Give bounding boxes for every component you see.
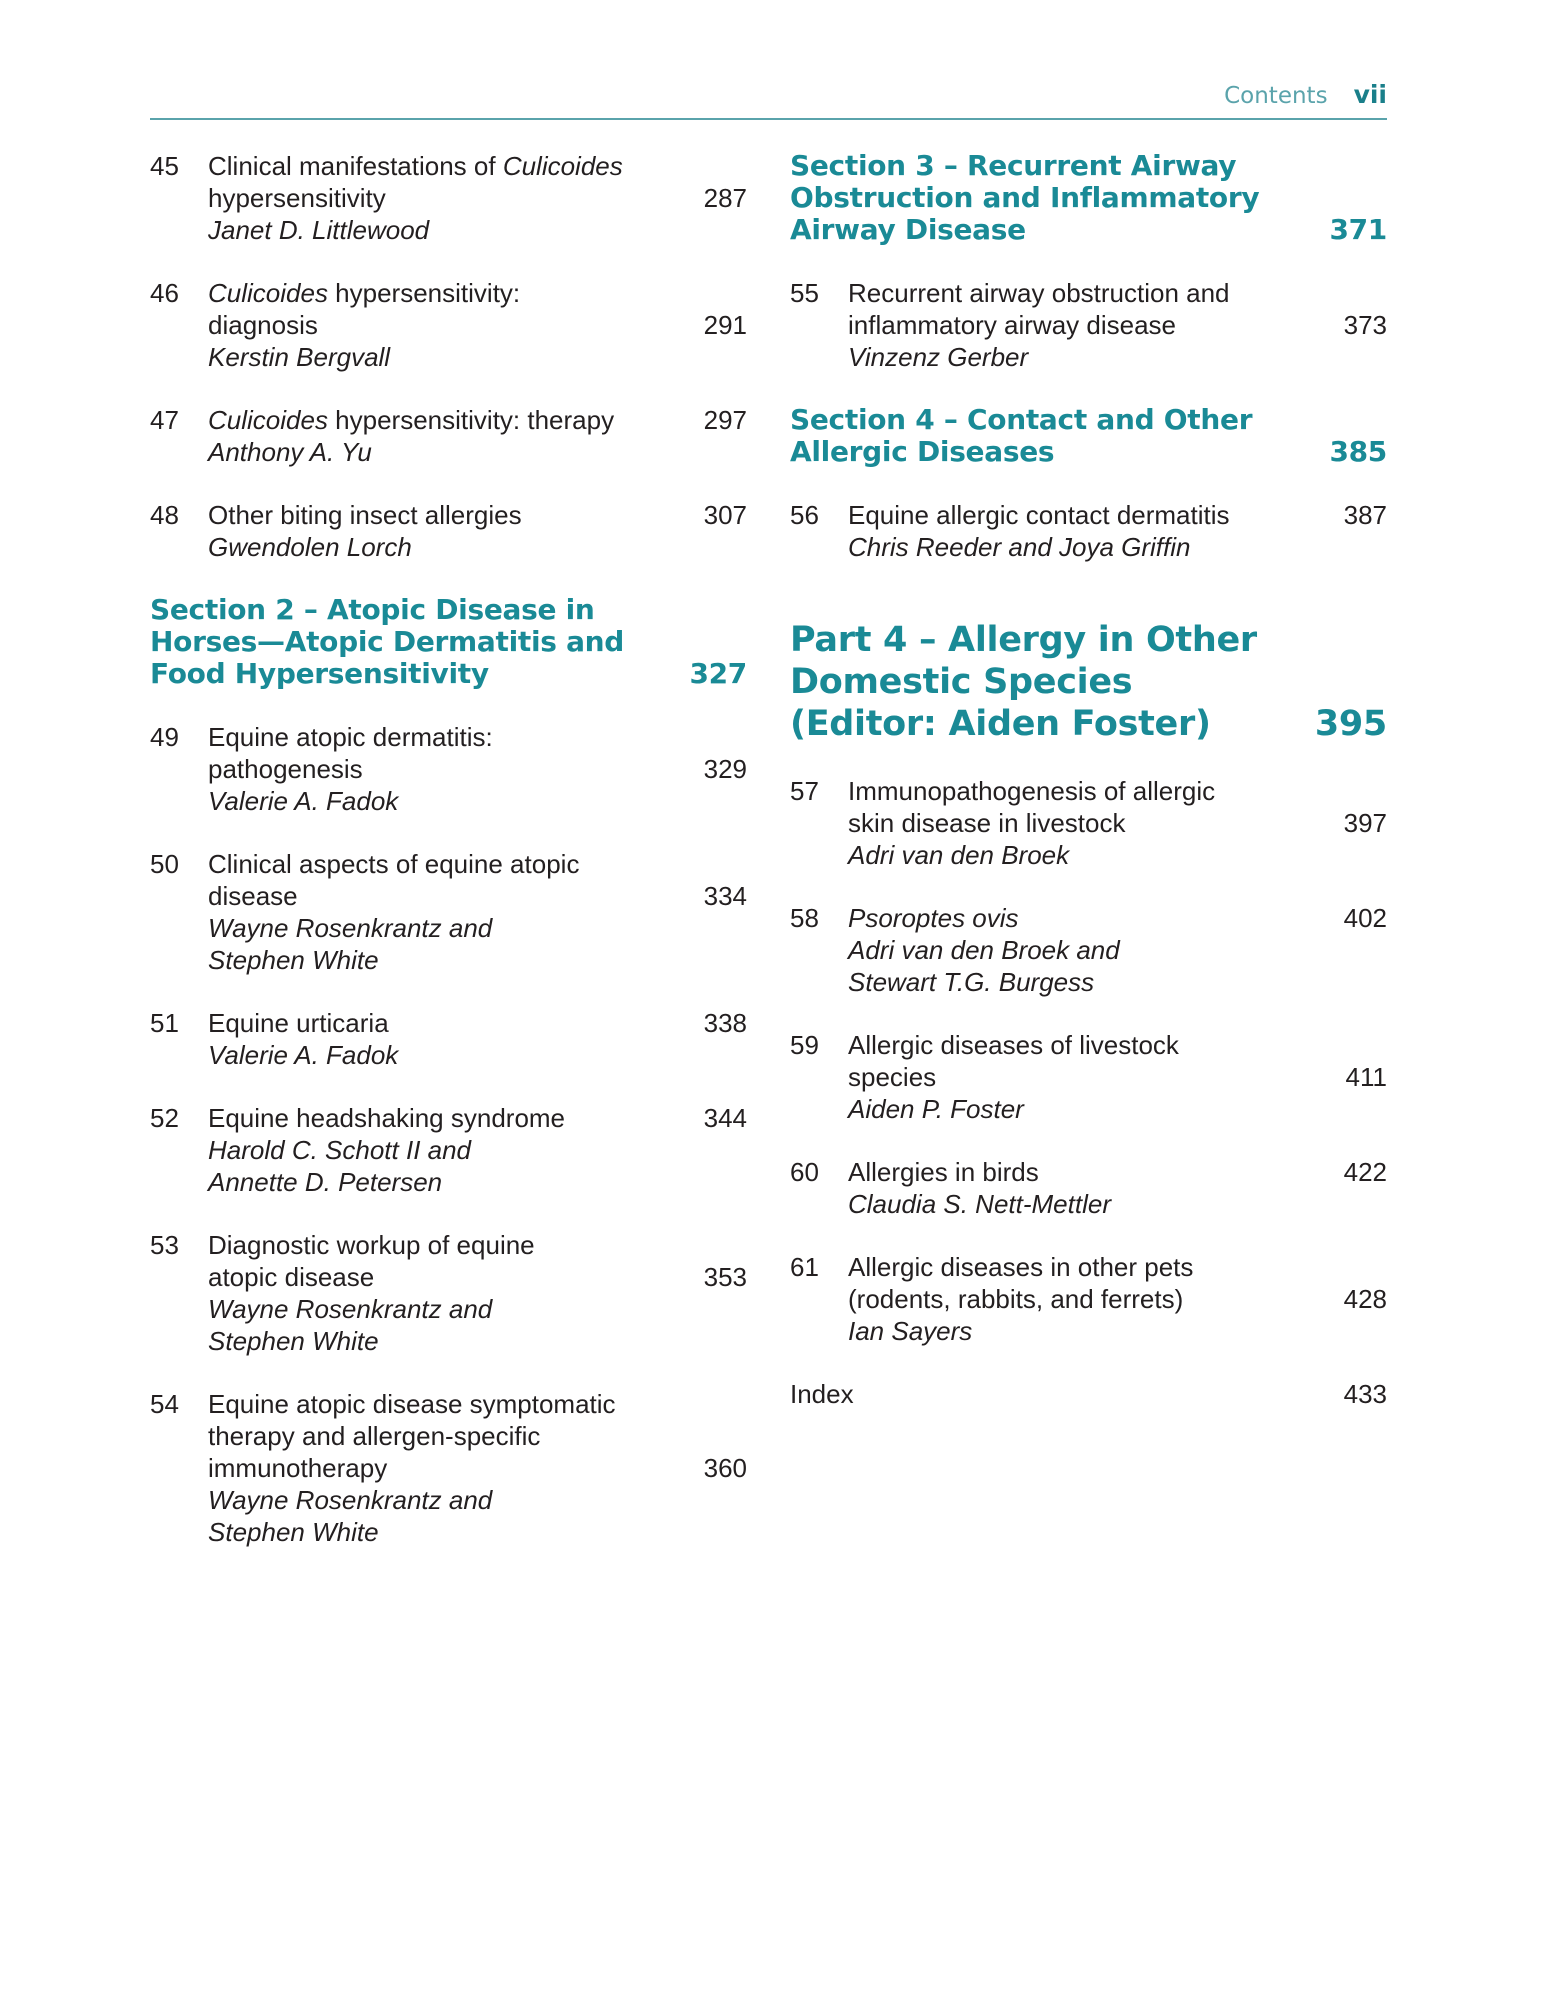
chapter-author-line2: Stephen White — [208, 1517, 379, 1547]
entry-body — [208, 1007, 677, 1071]
toc-entry-55[interactable] — [790, 277, 1387, 373]
section-page-number: 385 — [1329, 435, 1387, 468]
chapter-number: 58 — [790, 903, 819, 933]
section-title-line1: Section 3 – Recurrent Airway — [790, 149, 1237, 182]
section-title-line2: Obstruction and Inflammatory — [790, 181, 1260, 214]
chapter-title: Clinical manifestations of Culicoides — [208, 151, 623, 181]
part-title-line3: (Editor: Aiden Foster) — [790, 704, 1211, 744]
entry-body — [208, 1388, 677, 1548]
toc-entry-47[interactable] — [150, 404, 747, 468]
section-page-number: 327 — [689, 657, 747, 690]
chapter-number: 50 — [150, 849, 179, 879]
chapter-author-line2: Stewart T.G. Burgess — [848, 967, 1095, 997]
page-number: 297 — [703, 405, 747, 435]
chapter-author: Kerstin Bergvall — [208, 342, 391, 372]
toc-entry-49[interactable] — [150, 721, 747, 817]
chapter-title-line2: inflammatory airway disease — [848, 310, 1177, 340]
section-title-line2: Allergic Diseases — [790, 435, 1055, 468]
section-2-heading[interactable] — [150, 594, 747, 690]
chapter-title: Equine headshaking syndrome — [208, 1103, 566, 1133]
chapter-title-line2: disease — [208, 881, 298, 911]
toc-entry-51[interactable] — [150, 1007, 747, 1071]
chapter-title: Allergic diseases in other pets — [848, 1252, 1194, 1282]
header-page-number: vii — [1353, 80, 1387, 109]
toc-entry-56[interactable] — [790, 499, 1387, 563]
chapter-title: Allergies in birds — [848, 1157, 1039, 1187]
entry-body — [848, 1029, 1317, 1125]
toc-entry-53[interactable] — [150, 1229, 747, 1357]
chapter-number: 55 — [790, 278, 819, 308]
toc-left-column — [150, 150, 747, 1579]
chapter-author: Ian Sayers — [848, 1316, 973, 1346]
header-right — [1224, 80, 1387, 109]
chapter-author: Wayne Rosenkrantz and — [208, 1485, 493, 1515]
toc-entry-46[interactable] — [150, 277, 747, 373]
chapter-author-line2: Stephen White — [208, 945, 379, 975]
chapter-title: Other biting insect allergies — [208, 500, 522, 530]
chapter-title-line2: skin disease in livestock — [848, 808, 1126, 838]
chapter-title-line2: pathogenesis — [208, 754, 363, 784]
index-label: Index — [790, 1379, 854, 1409]
chapter-number: 54 — [150, 1389, 179, 1419]
chapter-author: Aiden P. Foster — [848, 1094, 1024, 1124]
chapter-number: 48 — [150, 500, 179, 530]
chapter-author: Gwendolen Lorch — [208, 532, 412, 562]
page-number: 338 — [703, 1008, 747, 1038]
toc-entry-61[interactable] — [790, 1251, 1387, 1347]
entry-body — [208, 150, 677, 246]
chapter-number: 56 — [790, 500, 819, 530]
toc-entry-60[interactable] — [790, 1156, 1387, 1220]
page-number: 291 — [703, 310, 747, 340]
section-3-heading[interactable] — [790, 150, 1387, 246]
chapter-title: Allergic diseases of livestock — [848, 1030, 1179, 1060]
section-title-line1: Section 4 – Contact and Other — [790, 403, 1253, 436]
toc-right-column — [790, 150, 1387, 1410]
page-number: 334 — [703, 881, 747, 911]
page-number: 329 — [703, 754, 747, 784]
chapter-author: Adri van den Broek — [848, 840, 1070, 870]
chapter-title: Equine atopic disease symptomatic — [208, 1389, 616, 1419]
chapter-author-line2: Annette D. Petersen — [208, 1167, 443, 1197]
chapter-title: Culicoides hypersensitivity: therapy — [208, 405, 615, 435]
chapter-author: Harold C. Schott II and — [208, 1135, 472, 1165]
section-title-line1: Section 2 – Atopic Disease in — [150, 593, 595, 626]
chapter-title: Clinical aspects of equine atopic — [208, 849, 580, 879]
chapter-number: 49 — [150, 722, 179, 752]
chapter-title-line2: diagnosis — [208, 310, 318, 340]
toc-entry-54[interactable] — [150, 1388, 747, 1548]
section-title-line2: Horses—Atopic Dermatitis and — [150, 625, 625, 658]
chapter-title: Culicoides hypersensitivity: — [208, 278, 521, 308]
toc-entry-50[interactable] — [150, 848, 747, 976]
entry-body — [848, 1251, 1317, 1347]
entry-body — [848, 499, 1317, 563]
chapter-title-line2: (rodents, rabbits, and ferrets) — [848, 1284, 1184, 1314]
chapter-title: Equine atopic dermatitis: — [208, 722, 493, 752]
section-title-line3: Airway Disease — [790, 213, 1026, 246]
page-number: 287 — [703, 183, 747, 213]
chapter-number: 52 — [150, 1103, 179, 1133]
chapter-title: Equine urticaria — [208, 1008, 389, 1038]
page-number: 360 — [703, 1453, 747, 1483]
entry-body — [208, 721, 677, 817]
chapter-number: 61 — [790, 1252, 819, 1282]
chapter-title: Recurrent airway obstruction and — [848, 278, 1230, 308]
page-number: 422 — [1343, 1157, 1387, 1187]
section-4-heading[interactable] — [790, 404, 1387, 468]
page-number: 433 — [1343, 1379, 1387, 1409]
toc-entry-59[interactable] — [790, 1029, 1387, 1125]
chapter-author: Claudia S. Nett-Mettler — [848, 1189, 1111, 1219]
running-header — [150, 76, 1387, 120]
chapter-author: Janet D. Littlewood — [208, 215, 430, 245]
toc-entry-57[interactable] — [790, 775, 1387, 871]
part-4-heading[interactable] — [790, 619, 1387, 745]
chapter-number: 47 — [150, 405, 179, 435]
page-number: 411 — [1345, 1062, 1387, 1092]
entry-body — [848, 1156, 1317, 1220]
chapter-title: Equine allergic contact dermatitis — [848, 500, 1230, 530]
chapter-author: Wayne Rosenkrantz and — [208, 1294, 493, 1324]
chapter-author: Adri van den Broek and — [848, 935, 1120, 965]
chapter-title-line2: species — [848, 1062, 937, 1092]
chapter-author: Valerie A. Fadok — [208, 1040, 399, 1070]
section-page-number: 371 — [1329, 213, 1387, 246]
chapter-number: 57 — [790, 776, 819, 806]
entry-body — [848, 775, 1317, 871]
section-title-line3: Food Hypersensitivity — [150, 657, 489, 690]
chapter-title-line2: atopic disease — [208, 1262, 375, 1292]
chapter-author: Vinzenz Gerber — [848, 342, 1029, 372]
chapter-title: Diagnostic workup of equine — [208, 1230, 535, 1260]
part-title-line2: Domestic Species — [790, 662, 1133, 702]
chapter-number: 46 — [150, 278, 179, 308]
chapter-title: Immunopathogenesis of allergic — [848, 776, 1216, 806]
entry-body — [848, 277, 1317, 373]
toc-entry-52[interactable] — [150, 1102, 747, 1198]
toc-entry-48[interactable] — [150, 499, 747, 563]
page-number: 373 — [1343, 310, 1387, 340]
chapter-title-line2: hypersensitivity — [208, 183, 386, 213]
page-number: 428 — [1343, 1284, 1387, 1314]
chapter-number: 53 — [150, 1230, 179, 1260]
page-number: 402 — [1343, 903, 1387, 933]
entry-body — [208, 1229, 677, 1357]
chapter-author: Valerie A. Fadok — [208, 786, 399, 816]
toc-entry-45[interactable] — [150, 150, 747, 246]
chapter-author-line2: Stephen White — [208, 1326, 379, 1356]
page-number: 353 — [703, 1262, 747, 1292]
page-number: 307 — [703, 500, 747, 530]
entry-body — [208, 1102, 677, 1198]
chapter-number: 51 — [150, 1008, 179, 1038]
entry-body — [848, 902, 1317, 998]
entry-body — [208, 404, 677, 468]
entry-body — [208, 848, 677, 976]
chapter-number: 60 — [790, 1157, 819, 1187]
part-page-number: 395 — [1314, 704, 1387, 744]
header-label: Contents — [1224, 83, 1328, 109]
page-number: 344 — [703, 1103, 747, 1133]
chapter-number: 45 — [150, 151, 179, 181]
chapter-number: 59 — [790, 1030, 819, 1060]
entry-body — [208, 499, 677, 563]
chapter-author: Chris Reeder and Joya Griffin — [848, 532, 1191, 562]
part-title-line1: Part 4 – Allergy in Other — [790, 620, 1257, 660]
chapter-title: Psoroptes ovis — [848, 903, 1019, 933]
chapter-title-line3: immunotherapy — [208, 1453, 388, 1483]
toc-entry-58[interactable] — [790, 902, 1387, 998]
page-number: 387 — [1343, 500, 1387, 530]
chapter-author: Wayne Rosenkrantz and — [208, 913, 493, 943]
chapter-author: Anthony A. Yu — [208, 437, 372, 467]
page-number: 397 — [1343, 808, 1387, 838]
entry-body — [208, 277, 677, 373]
chapter-title-line2: therapy and allergen-specific — [208, 1421, 541, 1451]
toc-index-entry[interactable] — [790, 1378, 1387, 1410]
